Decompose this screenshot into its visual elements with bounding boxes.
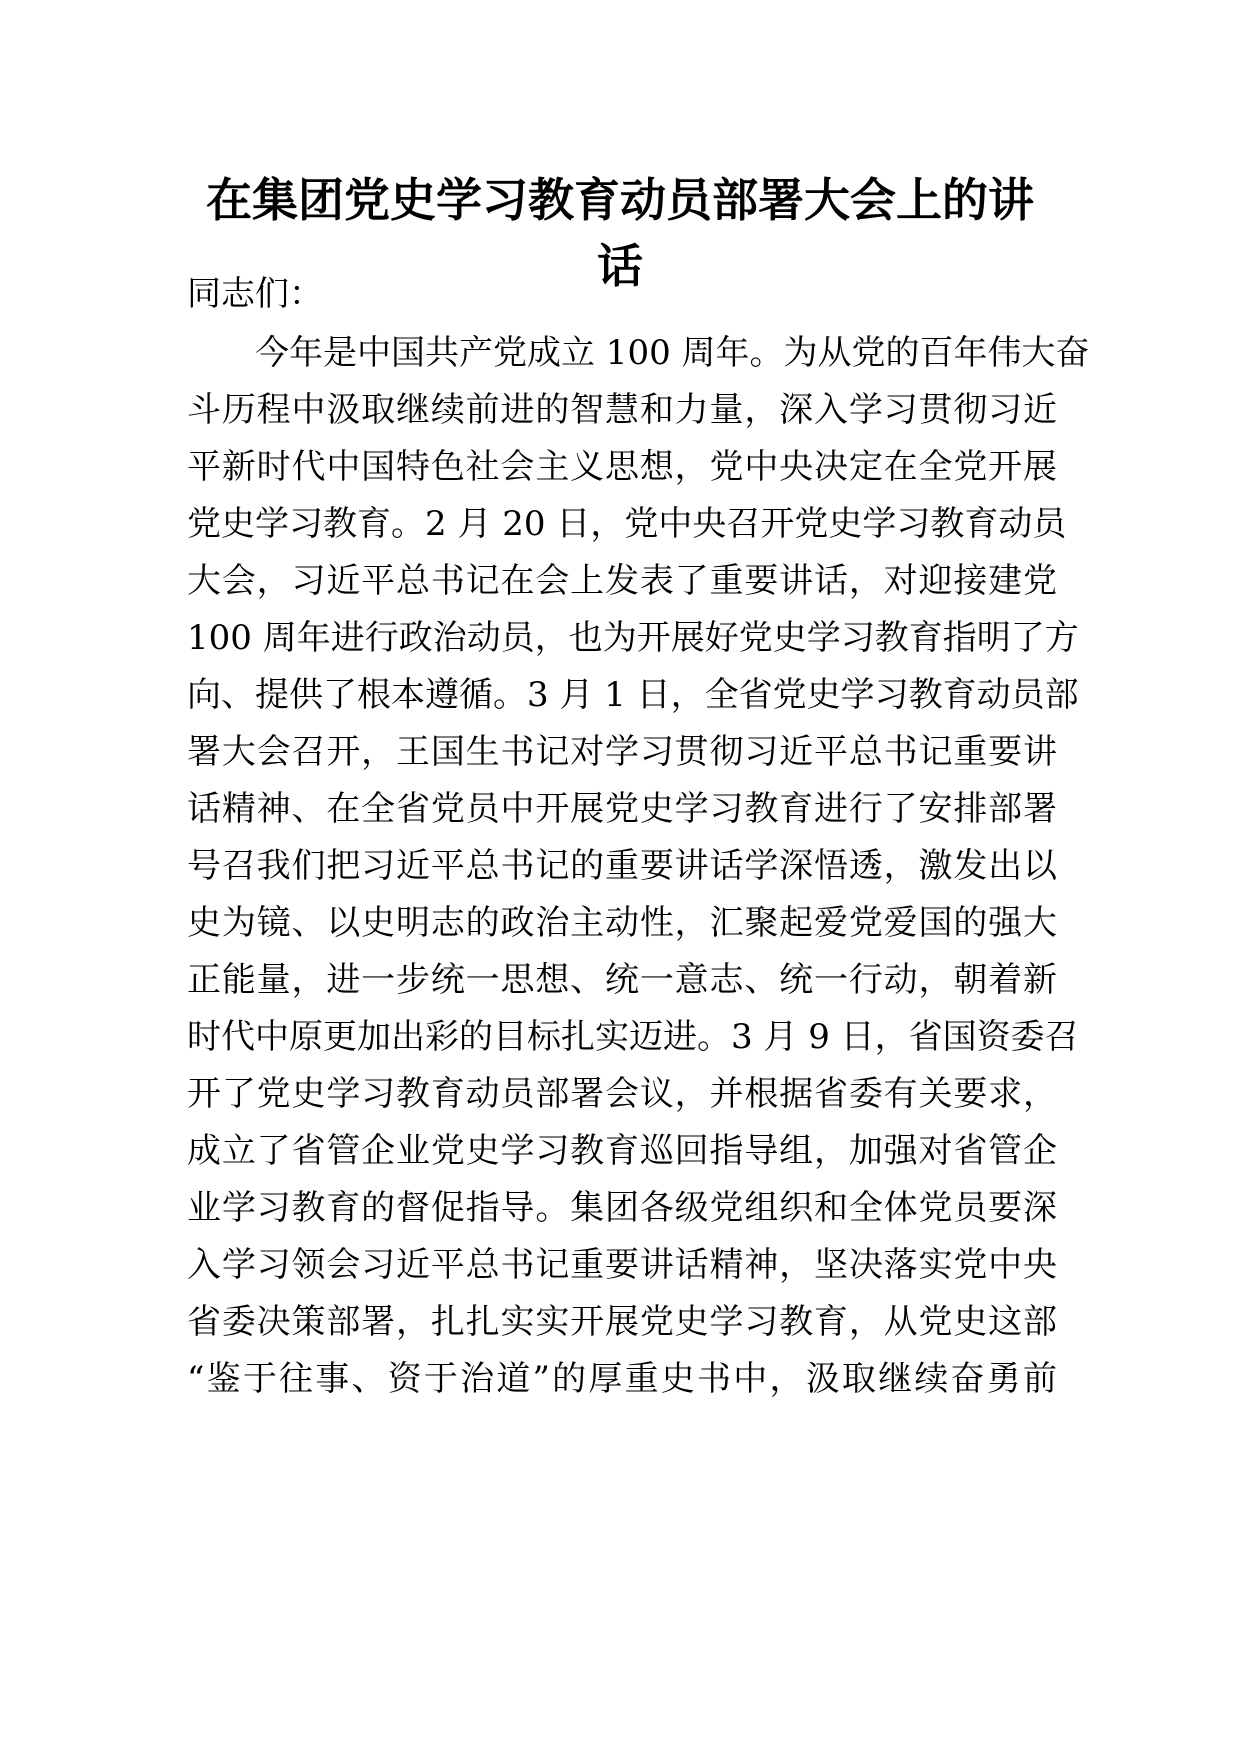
body-line: 史为镜、以史明志的政治主动性，汇聚起爱党爱国的强大 (187, 903, 1057, 943)
body-line: 号召我们把习近平总书记的重要讲话学深悟透，激发出以 (187, 846, 1057, 886)
body-line: 党史学习教育。2 月 20 日，党中央召开党史学习教育动员 (187, 504, 1067, 544)
body-line: 入学习领会习近平总书记重要讲话精神，坚决落实党中央 (187, 1245, 1057, 1285)
body-line: 话精神、在全省党员中开展党史学习教育进行了安排部署 (187, 789, 1057, 829)
salutation: 同志们： (187, 274, 323, 314)
body-line: 100 周年进行政治动员，也为开展好党史学习教育指明了方 (187, 618, 1079, 658)
body-line: 斗历程中汲取继续前进的智慧和力量，深入学习贯彻习近 (187, 390, 1057, 430)
body-line: 平新时代中国特色社会主义思想，党中央决定在全党开展 (187, 447, 1057, 487)
document-title-line-1: 在集团党史学习教育动员部署大会上的讲 (206, 173, 1034, 227)
body-line: 省委决策部署，扎扎实实开展党史学习教育，从党史这部 (187, 1302, 1057, 1342)
body-line: 时代中原更加出彩的目标扎实迈进。3 月 9 日，省国资委召 (187, 1017, 1079, 1057)
body-line: 署大会召开，王国生书记对学习贯彻习近平总书记重要讲 (187, 732, 1057, 772)
body-line: 正能量，进一步统一思想、统一意志、统一行动，朝着新 (187, 960, 1057, 1000)
body-line: 业学习教育的督促指导。集团各级党组织和全体党员要深 (187, 1188, 1057, 1228)
body-line: “鉴于往事、资于治道”的厚重史书中，汲取继续奋勇前 (187, 1359, 1057, 1399)
body-line: 成立了省管企业党史学习教育巡回指导组，加强对省管企 (187, 1131, 1057, 1171)
document-title-line-2: 话 (597, 239, 643, 293)
body-line: 大会，习近平总书记在会上发表了重要讲话，对迎接建党 (187, 561, 1057, 601)
body-line: 今年是中国共产党成立 100 周年。为从党的百年伟大奋 (255, 333, 1090, 373)
body-line: 开了党史学习教育动员部署会议，并根据省委有关要求， (187, 1074, 1057, 1114)
body-line: 向、提供了根本遵循。3 月 1 日，全省党史学习教育动员部 (187, 675, 1079, 715)
